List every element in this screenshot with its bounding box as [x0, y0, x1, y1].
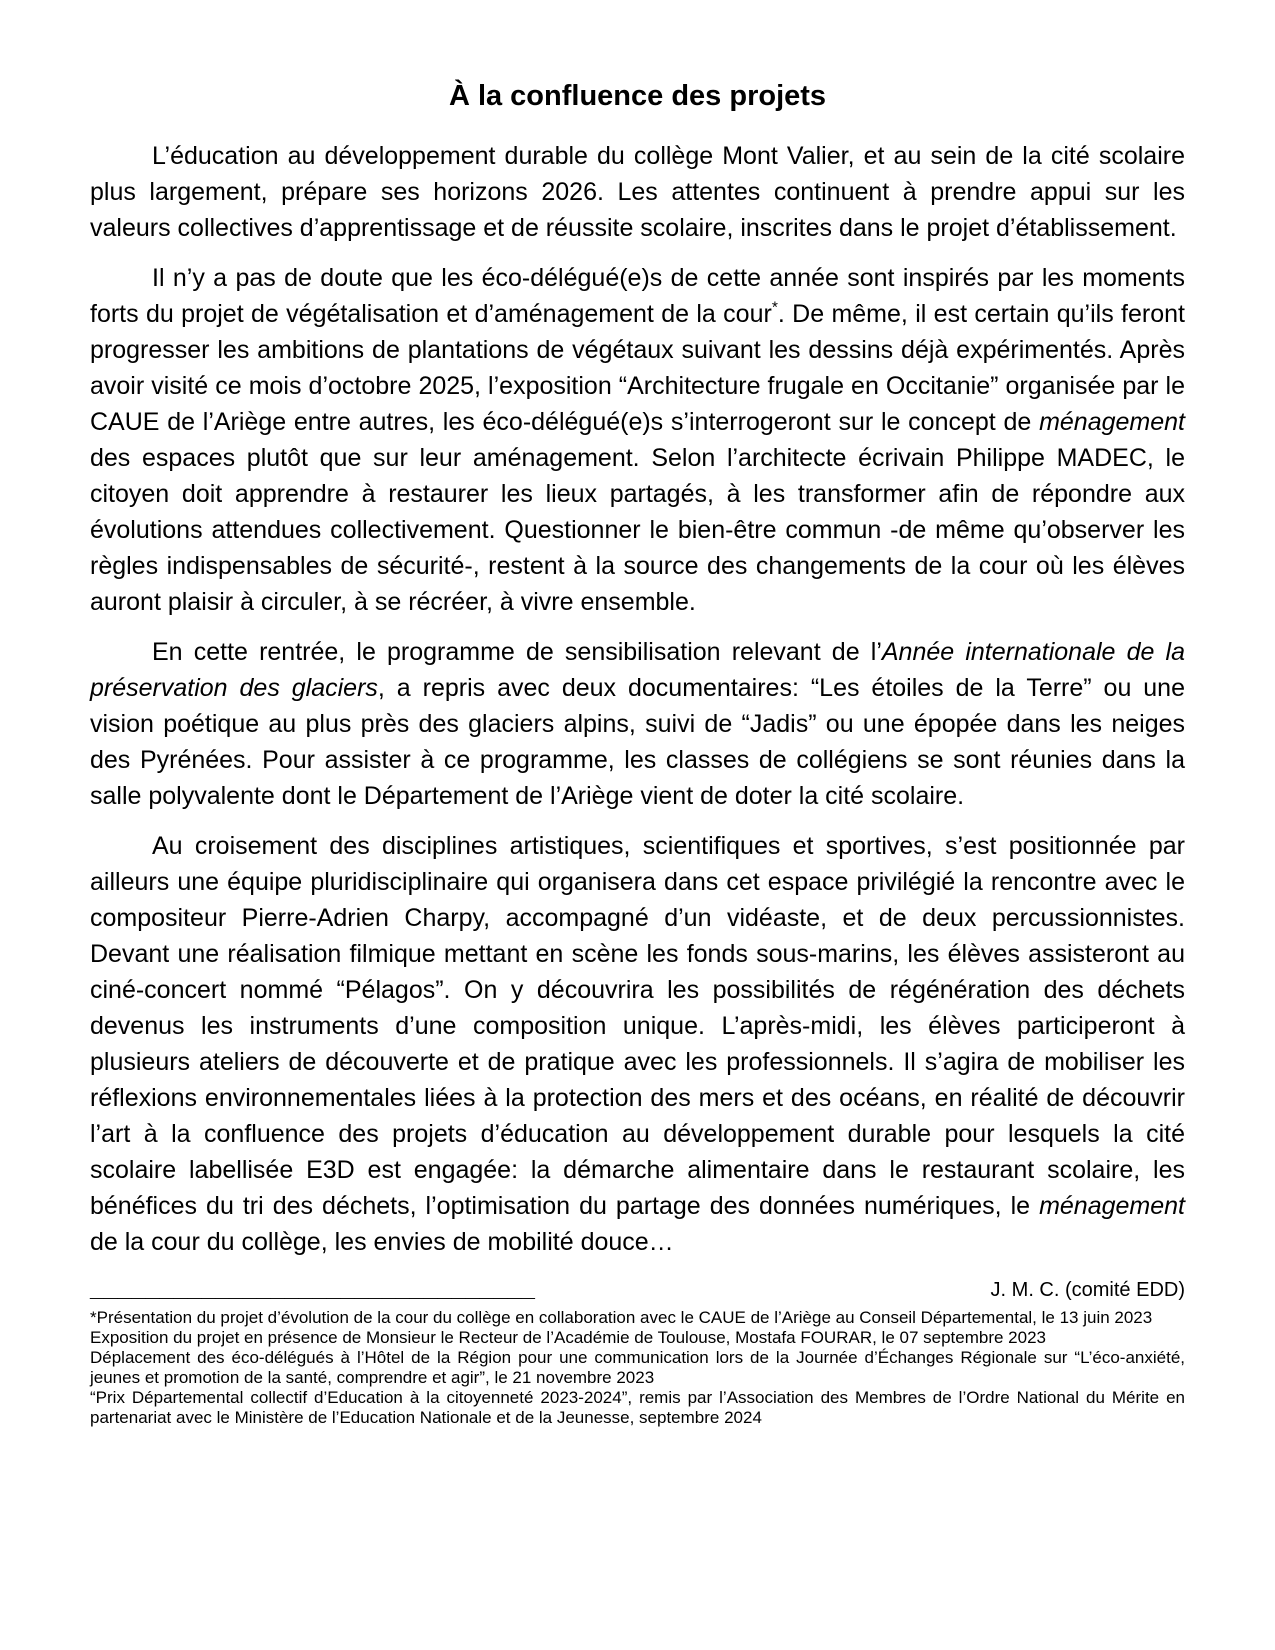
body-text: , a repris avec deux documentaires: “Les étoiles de la Terre” ou une vision poétique au plus près des glaciers alpins, suivi de “Jadis” ou une épopée dans les neiges des Pyrénées. Pour assister à ce programme, les classes de collégiens se sont réunies dans la salle polyvalente dont le Département de l’Ariège vient de doter la cité scolaire.: [90, 674, 1185, 810]
footnote-marker: *: [771, 299, 778, 317]
paragraph-1: [90, 138, 1185, 246]
emphasis-text: ménagement: [1039, 1192, 1185, 1220]
body-text: L’éducation au développement durable du collège Mont Valier, et au sein de la cité scolaire plus largement, prépare ses horizons 2026. Les attentes continuent à prendre appui sur les valeurs collectives d’apprentissage et de réussite scolaire, inscrites dans le projet d’établissement.: [90, 142, 1185, 242]
signature-row: [90, 1274, 1185, 1303]
article-paragraphs: [90, 138, 1185, 1260]
footnote-4: “Prix Départemental collectif d’Education à la citoyenneté 2023-2024”, remis par l’Association des Membres de l’Ordre National du Mérite en partenariat avec le Ministère de l’Education Nationale et de la Jeunesse, septembre 2024: [90, 1388, 1185, 1427]
paragraph-2: [90, 260, 1185, 620]
paragraph-3: [90, 634, 1185, 814]
body-text: de la cour du collège, les envies de mobilité douce…: [90, 1228, 674, 1256]
body-text: . De même, il est certain qu’ils feront progresser les ambitions de plantations de végétaux suivant les dessins déjà expérimentés. Après avoir visité ce mois d’octobre 2025, l’exposition “Architecture frugale en Occitanie” organisée par le CAUE de l’Ariège entre autres, les éco-délégué(e)s s’interrogeront sur le concept de: [90, 300, 1185, 436]
footnote-1: *Présentation du projet d’évolution de la cour du collège en collaboration avec le CAUE de l’Ariège au Conseil Départemental, le 13 juin 2023: [90, 1308, 1153, 1327]
author-signature: J. M. C. (comité EDD): [990, 1279, 1185, 1301]
footnote-separator: ________________________________: [90, 1274, 535, 1302]
body-text: des espaces plutôt que sur leur aménagement. Selon l’architecte écrivain Philippe MADEC, le citoyen doit apprendre à restaurer les lieux partagés, à les transformer afin de répondre aux évolutions attendues collectivement. Questionner le bien-être commun -de même qu’observer les règles indispensables de sécurité-, restent à la source des changements de la cour où les élèves auront plaisir à circuler, à se récréer, à vivre ensemble.: [90, 444, 1185, 616]
emphasis-text: ménagement: [1039, 408, 1185, 436]
footnote-3: Déplacement des éco-délégués à l’Hôtel de la Région pour une communication lors de la Journée d’Échanges Régionale sur “L’éco-anxiété, jeunes et promotion de la santé, comprendre et agir”, le 21 novembre 2023: [90, 1348, 1185, 1387]
emphasis-text: Année internationale de la préservation des glaciers: [90, 638, 1185, 702]
footnotes: [90, 1308, 1185, 1428]
body-text: En cette rentrée, le programme de sensibilisation relevant de l’: [152, 638, 882, 666]
footnote-2: Exposition du projet en présence de Monsieur le Recteur de l’Académie de Toulouse, Mostafa FOURAR, le 07 septembre 2023: [90, 1328, 1046, 1347]
body-text: Il n’y a pas de doute que les éco-délégué(e)s de cette année sont inspirés par les moments forts du projet de végétalisation et d’aménagement de la cour: [90, 264, 1185, 328]
paragraph-4: [90, 828, 1185, 1260]
body-text: Au croisement des disciplines artistiques, scientifiques et sportives, s’est positionnée par ailleurs une équipe pluridisciplinaire qui organisera dans cet espace privilégié la rencontre avec le compositeur Pierre-Adrien Charpy, accompagné d’un vidéaste, et de deux percussionnistes. Devant une réalisation filmique mettant en scène les fonds sous-marins, les élèves assisteront au ciné-concert nommé “Pélagos”. On y découvrira les possibilités de régénération des déchets devenus les instruments d’une composition unique. L’après-midi, les élèves participeront à plusieurs ateliers de découverte et de pratique avec les professionnels. Il s’agira de mobiliser les réflexions environnementales liées à la protection des mers et des océans, en réalité de découvrir l’art à la confluence des projets d’éducation au développement durable pour lesquels la cité scolaire labellisée E3D est engagée: la démarche alimentaire dans le restaurant scolaire, les bénéfices du tri des déchets, l’optimisation du partage des données numériques, le: [90, 832, 1185, 1220]
document-title: À la confluence des projets: [448, 80, 827, 112]
